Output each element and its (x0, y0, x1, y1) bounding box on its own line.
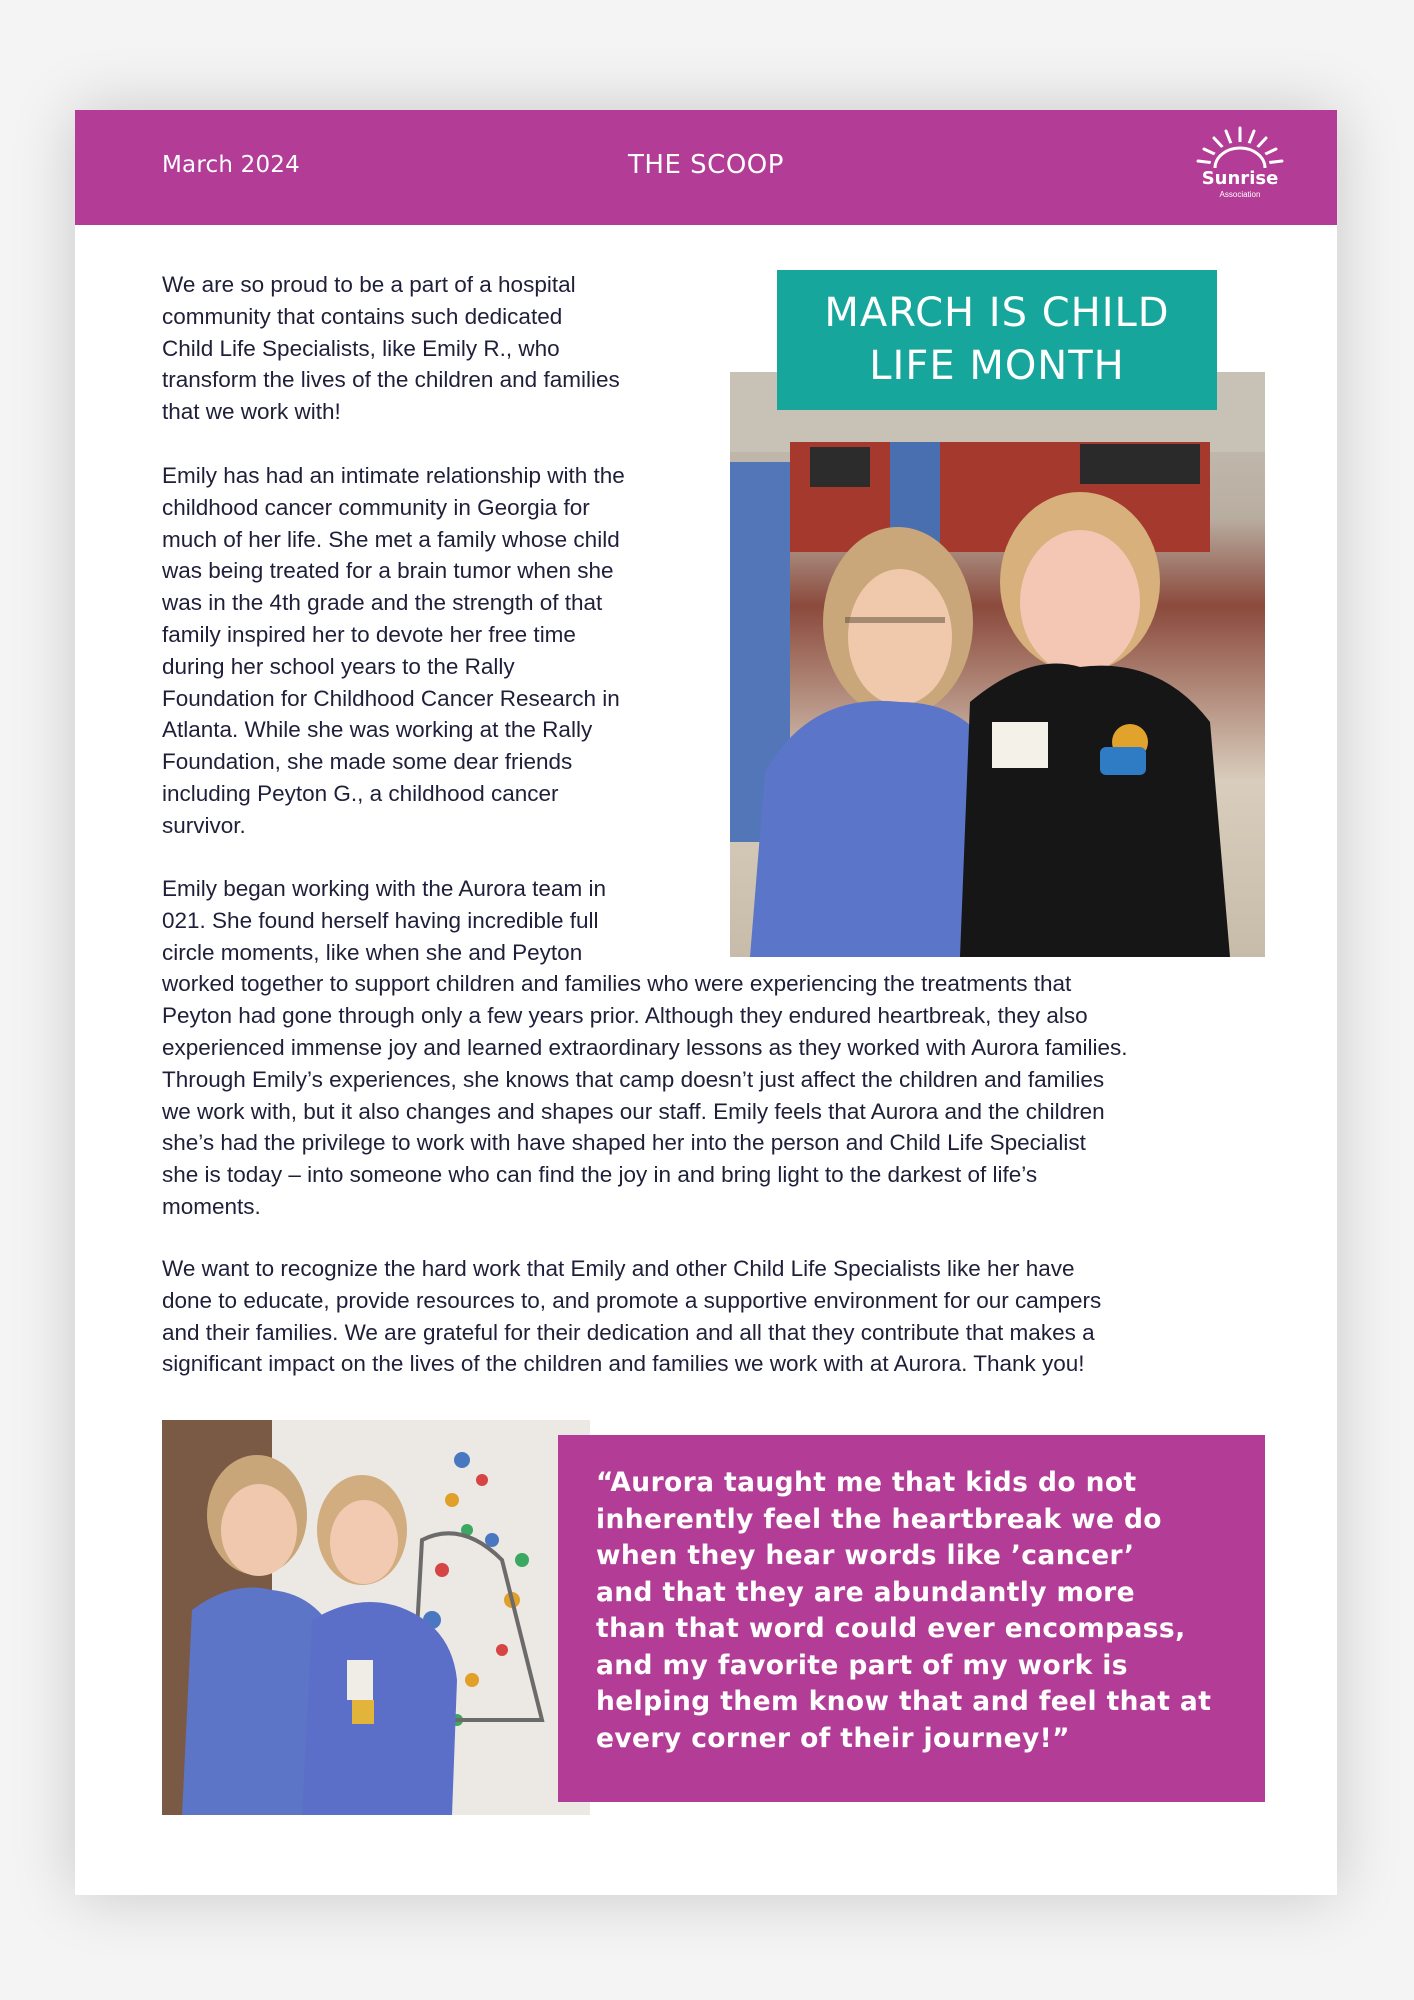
text-line: childhood cancer community in Georgia for (162, 494, 590, 520)
text-line: that we work with! (162, 399, 341, 425)
text-line: survivor. (162, 812, 246, 838)
banner-line: LIFE MONTH (869, 343, 1125, 389)
logo-subtext: Association (1219, 190, 1261, 199)
quote-line: “Aurora taught me that kids do not (596, 1467, 1137, 1498)
text-line: community that contains such dedicated (162, 303, 563, 329)
emily-quote (596, 1465, 1211, 1757)
text-line: We are so proud to be a part of a hospital (162, 272, 576, 297)
banner-line: MARCH IS CHILD (824, 290, 1170, 336)
emily-background-paragraph (162, 460, 625, 842)
text-line: Foundation for Childhood Cancer Research in (162, 685, 620, 711)
newsletter-page (75, 110, 1337, 1895)
text-line: Peyton had gone through only a few years prior. Although they endured heartbreak, they also (162, 1003, 1088, 1029)
logo-wordmark: Sunrise (1201, 168, 1279, 189)
quote-line: every corner of their journey!” (596, 1722, 1070, 1754)
text-line: Through Emily’s experiences, she knows that camp doesn’t just affect the children and families (162, 1066, 1105, 1092)
text-line: experienced immense joy and learned extraordinary lessons as they worked with Aurora families. (162, 1034, 1128, 1060)
text-line: was in the 4th grade and the strength of that (162, 590, 603, 616)
intro-paragraph (162, 269, 620, 428)
quote-line: helping them know that and feel that at (596, 1686, 1212, 1717)
child-life-specialists-photo (730, 372, 1265, 957)
text-line: 021. She found herself having incredible full (162, 907, 599, 933)
quote-line: and my favorite part of my work is (596, 1649, 1128, 1681)
specialists-camp-photo (162, 1420, 590, 1815)
quote-line: than that word could ever encompass, (596, 1613, 1186, 1644)
emily-quote-box (558, 1435, 1265, 1802)
quote-line: and that they are abundantly more (596, 1576, 1136, 1608)
text-line: Foundation, she made some dear friends (162, 749, 573, 775)
text-line: was being treated for a brain tumor when she (162, 558, 614, 584)
text-line: Child Life Specialists, like Emily R., who (162, 335, 560, 361)
text-line: transform the lives of the children and families (162, 367, 620, 393)
text-line: she is today – into someone who can find the joy in and bring light to the darkest of life’s (162, 1162, 1038, 1188)
text-line: we work with, but it also changes and shapes our staff. Emily feels that Aurora and the children (162, 1098, 1105, 1124)
text-line: Atlanta. While she was working at the Rally (162, 717, 593, 743)
quote-line: inherently feel the heartbreak we do (596, 1503, 1162, 1535)
text-line: moments. (162, 1193, 261, 1219)
text-line: Emily began working with the Aurora team in (162, 876, 606, 901)
text-line: during her school years to the Rally (162, 653, 515, 679)
aurora-team-paragraph (162, 873, 1127, 1223)
text-line: she’s had the privilege to work with have shaped her into the person and Child Life Specialist (162, 1130, 1086, 1156)
text-line: Emily has had an intimate relationship with the (162, 463, 625, 488)
text-line: including Peyton G., a childhood cancer (162, 780, 559, 806)
text-line: much of her life. She met a family whose child (162, 526, 620, 552)
text-line: circle moments, like when she and Peyton (162, 939, 583, 965)
issue-date: March 2024 (162, 152, 300, 178)
quote-line: when they hear words like ’cancer’ (596, 1540, 1135, 1571)
text-line: done to educate, provide resources to, and promote a supportive environment for our campers (162, 1287, 1102, 1313)
photo-illustration (730, 372, 1265, 957)
newsletter-title: THE SCOOP (628, 150, 784, 180)
text-line: and their families. We are grateful for their dedication and all that they contribute that makes a (162, 1319, 1095, 1345)
newsletter-header (75, 110, 1337, 225)
text-line: significant impact on the lives of the children and families we work with at Aurora. Thank you! (162, 1351, 1085, 1377)
child-life-month-banner (777, 270, 1217, 410)
sunrise-logo (1185, 124, 1295, 210)
text-line: family inspired her to devote her free time (162, 621, 576, 647)
photo-illustration (162, 1420, 590, 1815)
recognition-paragraph (162, 1253, 1101, 1380)
text-line: worked together to support children and families who were experiencing the treatments that (162, 971, 1072, 997)
text-line: We want to recognize the hard work that Emily and other Child Life Specialists like her have (162, 1256, 1075, 1281)
